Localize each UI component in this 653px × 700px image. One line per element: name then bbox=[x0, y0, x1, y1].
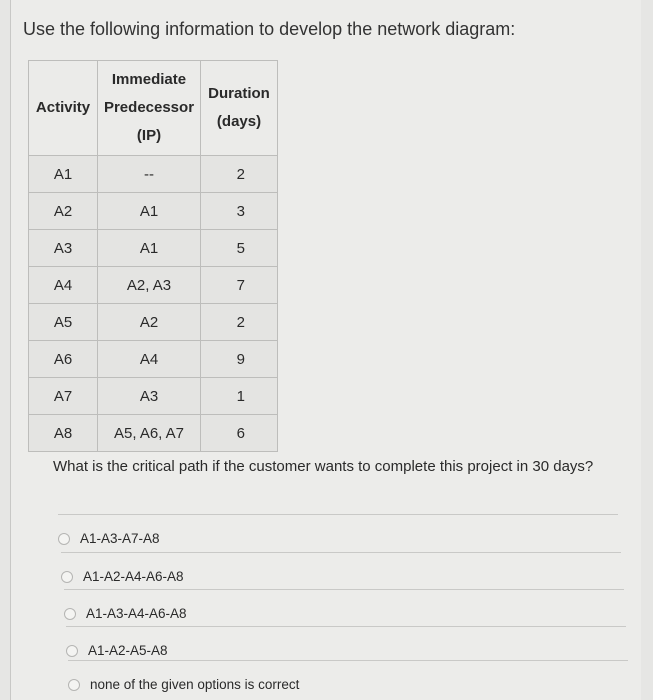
header-line: Immediate bbox=[111, 71, 187, 88]
option-label: A1-A2-A5-A8 bbox=[88, 643, 168, 658]
activity-table bbox=[28, 60, 278, 452]
option-label: A1-A2-A4-A6-A8 bbox=[83, 569, 184, 584]
question-text: What is the critical path if the customer wants to complete this project in 30 days? bbox=[53, 458, 594, 475]
header-line: Predecessor bbox=[103, 99, 195, 116]
header-duration bbox=[201, 61, 278, 156]
header-activity: Activity bbox=[29, 61, 98, 156]
answer-option-2[interactable] bbox=[61, 552, 621, 584]
answer-option-4[interactable] bbox=[66, 626, 626, 658]
radio-button[interactable] bbox=[64, 608, 76, 620]
answer-option-1[interactable] bbox=[58, 514, 618, 546]
radio-button[interactable] bbox=[58, 533, 70, 545]
activity-cell: A2 bbox=[29, 193, 98, 230]
duration-cell: 7 bbox=[201, 267, 278, 304]
table-row bbox=[29, 415, 278, 452]
duration-cell: 5 bbox=[201, 230, 278, 267]
header-line: Duration bbox=[208, 85, 270, 102]
predecessor-cell: A1 bbox=[98, 230, 201, 267]
activity-cell: A4 bbox=[29, 267, 98, 304]
radio-button[interactable] bbox=[68, 679, 80, 691]
table-row bbox=[29, 341, 278, 378]
table-row bbox=[29, 267, 278, 304]
predecessor-cell: A2, A3 bbox=[98, 267, 201, 304]
activity-cell: A5 bbox=[29, 304, 98, 341]
predecessor-cell: A3 bbox=[98, 378, 201, 415]
predecessor-cell: A4 bbox=[98, 341, 201, 378]
activity-cell: A1 bbox=[29, 156, 98, 193]
header-line: (days) bbox=[216, 113, 262, 130]
predecessor-cell: A2 bbox=[98, 304, 201, 341]
activity-cell: A7 bbox=[29, 378, 98, 415]
duration-cell: 1 bbox=[201, 378, 278, 415]
activity-cell: A8 bbox=[29, 415, 98, 452]
activity-cell: A3 bbox=[29, 230, 98, 267]
option-label: none of the given options is correct bbox=[90, 677, 300, 692]
radio-button[interactable] bbox=[66, 645, 78, 657]
instructions-heading: Use the following information to develop the network diagram: bbox=[23, 19, 516, 39]
radio-button[interactable] bbox=[61, 571, 73, 583]
table-row bbox=[29, 156, 278, 193]
predecessor-cell: A5, A6, A7 bbox=[98, 415, 201, 452]
header-predecessor bbox=[98, 61, 201, 156]
table-row bbox=[29, 378, 278, 415]
option-label: A1-A3-A7-A8 bbox=[80, 531, 160, 546]
duration-cell: 3 bbox=[201, 193, 278, 230]
header-line: (IP) bbox=[136, 127, 162, 144]
answer-option-3[interactable] bbox=[64, 589, 624, 621]
option-label: A1-A3-A4-A6-A8 bbox=[86, 606, 187, 621]
predecessor-cell: -- bbox=[98, 156, 201, 193]
activity-cell: A6 bbox=[29, 341, 98, 378]
table-row bbox=[29, 193, 278, 230]
predecessor-cell: A1 bbox=[98, 193, 201, 230]
duration-cell: 2 bbox=[201, 156, 278, 193]
table-row bbox=[29, 230, 278, 267]
duration-cell: 2 bbox=[201, 304, 278, 341]
answer-option-5[interactable] bbox=[68, 660, 628, 692]
table-row bbox=[29, 304, 278, 341]
duration-cell: 6 bbox=[201, 415, 278, 452]
duration-cell: 9 bbox=[201, 341, 278, 378]
table-header-row bbox=[29, 61, 278, 156]
